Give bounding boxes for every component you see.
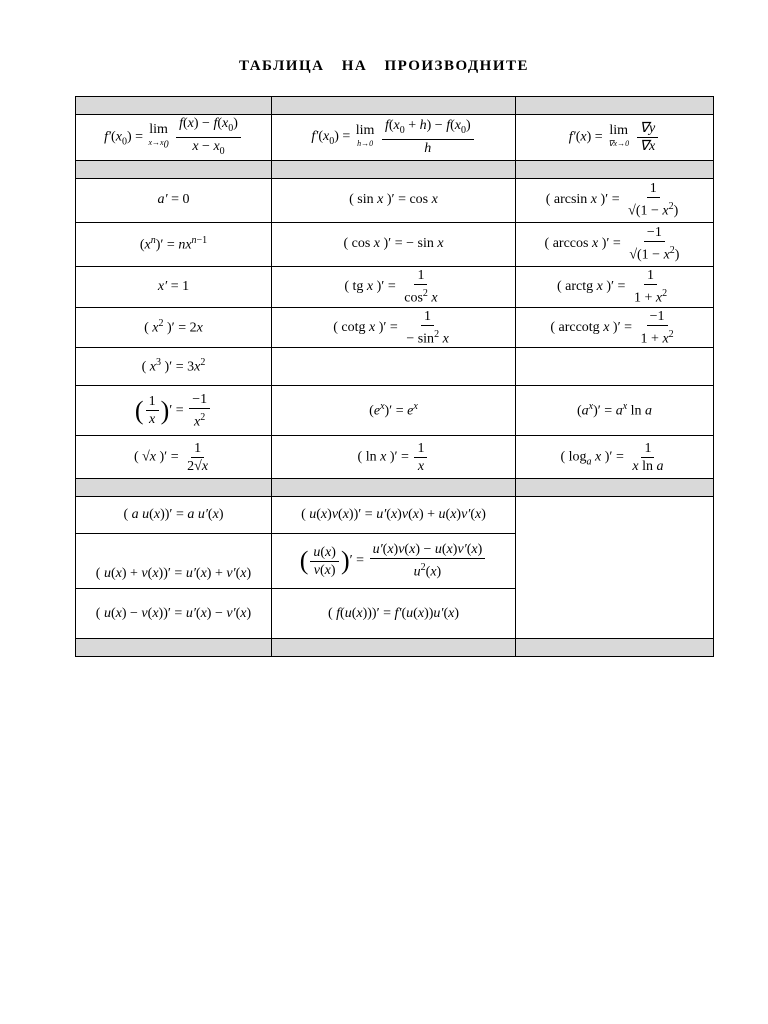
formula-row — [76, 436, 714, 479]
formula-cell: ( sin x )′ = cos x — [272, 178, 516, 222]
separator-row — [76, 639, 714, 657]
formula-cell: ( cos x )′ = − sin x — [272, 222, 516, 266]
rule-cell: ( f(u(x)))′ = f′(u(x))u′(x) — [272, 589, 516, 639]
rule-row — [76, 497, 714, 534]
formula-row — [76, 178, 714, 222]
formula-row — [76, 348, 714, 386]
definition-cell: f′(x) = lim ∇x→0 $\frac{\nabla y}{\nabla x}$ — [516, 115, 714, 161]
formula-row — [76, 386, 714, 436]
formula-cell — [516, 348, 714, 386]
formula-cell: x′ = 1 — [76, 266, 272, 307]
formula-cell: ( arcsin x )′ = $\frac{1}{√(1 - x^2)}$ — [516, 178, 714, 222]
formula-cell: ( arctg x )′ = $\frac{1}{1 + x^2}$ — [516, 266, 714, 307]
definition-row — [76, 115, 714, 161]
formula-row — [76, 266, 714, 307]
formula-cell: $(x^n)' = nx^{n-1}$ — [76, 222, 272, 266]
rule-cell: ( u(x) + v(x))′ = u′(x) + v′(x) — [76, 534, 272, 589]
rule-cell: ( a u(x))′ = a u′(x) — [76, 497, 272, 534]
definition-cell: $f'(x_0)$ = lim h→0 $\frac{f(x_0 + h) - f(x_0)}{h}$ — [272, 115, 516, 161]
formula-cell: ( tg x )′ = $\frac{1}{\cos^2 x}$ — [272, 266, 516, 307]
separator-row — [76, 479, 714, 497]
empty-cell — [516, 497, 714, 639]
rule-cell: ( u(x) − v(x))′ = u′(x) − v′(x) — [76, 589, 272, 639]
formula-cell: ( $x^3$ )′ = $3x^2$ — [76, 348, 272, 386]
separator-row — [76, 97, 714, 115]
formula-cell: ( $x^2$ )′ = 2x — [76, 307, 272, 348]
formula-cell: ( arccos x )′ = $\frac{-1}{√(1 - x^2)}$ — [516, 222, 714, 266]
rule-cell: ( $\frac{u(x)}{v(x)}$ )′ = $\frac{u'(x)v(x) - u(x)v'(x)}{u^2(x)}$ — [272, 534, 516, 589]
separator-row — [76, 160, 714, 178]
formula-cell: $(e^x)' = e^x$ — [272, 386, 516, 436]
formula-cell: ( ln x )′ = $\frac{1}{x}$ — [272, 436, 516, 479]
formula-cell — [272, 348, 516, 386]
formula-cell: ( √x )′ = $\frac{1}{2√x}$ — [76, 436, 272, 479]
formula-row — [76, 307, 714, 348]
formula-cell: ( $\frac{1}{x}$ )′ = $\frac{-1}{x^2}$ — [76, 386, 272, 436]
formula-cell: ( $\log_a x$ )′ = $\frac{1}{\text{x ln a}}$ — [516, 436, 714, 479]
formula-cell: a′ = 0 — [76, 178, 272, 222]
formula-cell: ( arccotg x )′ = $\frac{-1}{1 + x^2}$ — [516, 307, 714, 348]
derivatives-table — [75, 96, 714, 657]
formula-cell: ( cotg x )′ = $\frac{1}{- \sin^2 x}$ — [272, 307, 516, 348]
page-title: ТАБЛИЦА НА ПРОИЗВОДНИТЕ — [238, 58, 530, 74]
formula-cell: $(a^x)' = a^x$ ln a — [516, 386, 714, 436]
definition-cell: $f'(x_0)$ = lim $x\to x_0$ $\frac{f(x) - f(x_0)}{x - x_0}$ — [76, 115, 272, 161]
rule-cell: ( u(x)v(x))′ = u′(x)v(x) + u(x)v′(x) — [272, 497, 516, 534]
formula-row — [76, 222, 714, 266]
